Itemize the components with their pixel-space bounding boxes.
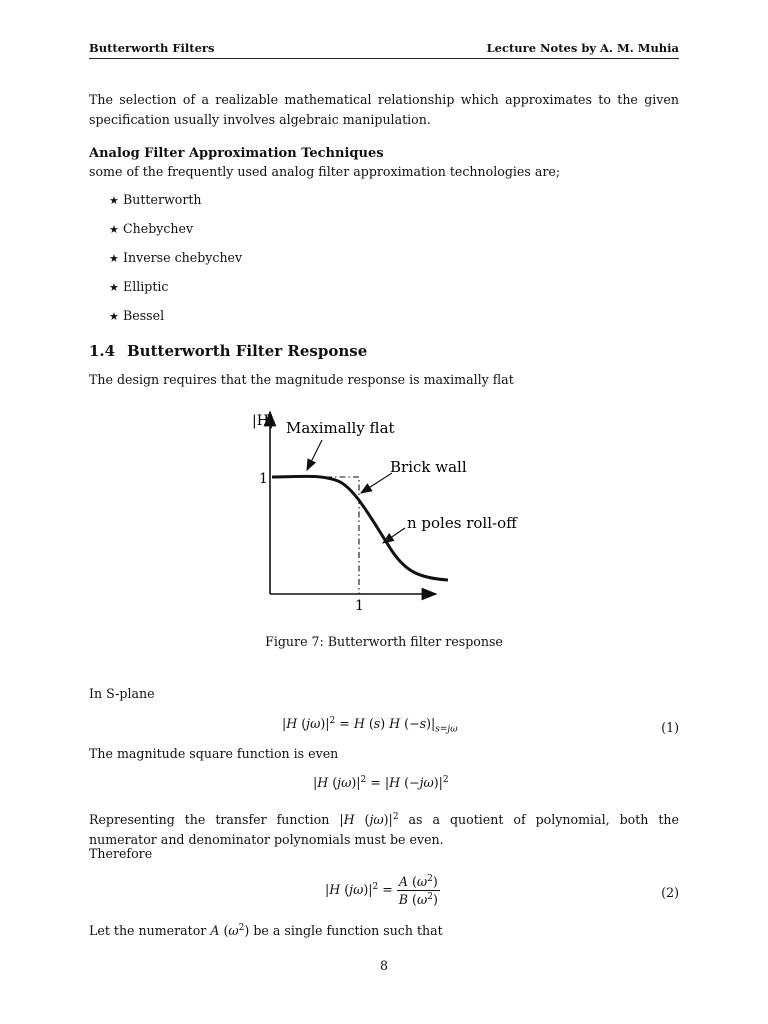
approx-lead: some of the frequently used analog filter approximation technologies are; — [89, 164, 561, 179]
star-bullet-icon: ★ — [109, 194, 119, 207]
label-rolloff: n poles roll-off — [407, 514, 517, 532]
equation-1: |H $(j\omega)|^2 = H$ (s) H $(-s)|_{s=j\omega}$ — [282, 716, 458, 735]
running-header-title: Butterworth Filters — [89, 41, 215, 55]
equation-even: |H $(j\omega)|^2 = |H$ $(-j\omega)|^2$ — [313, 775, 449, 791]
x-tick-label: 1 — [355, 598, 364, 614]
star-bullet-icon: ★ — [109, 310, 119, 323]
approx-heading: Analog Filter Approximation Techniques — [89, 146, 384, 161]
y-axis-label: |H| — [252, 413, 274, 429]
label-maximally-flat: Maximally flat — [286, 419, 395, 437]
star-bullet-icon: ★ — [109, 281, 119, 294]
running-header-author: Lecture Notes by A. M. Muhia — [486, 41, 679, 55]
equation-1-number: (1) — [661, 720, 679, 735]
list-item-label: Butterworth — [123, 192, 202, 207]
page-number: 8 — [379, 958, 388, 973]
equation-2: |H $(j\omega)|^2$ = $\frac{A (\omega^2)}{B (\omega^2)}$ — [325, 874, 438, 908]
representation-paragraph: Representing the transfer function |H $(j\omega)|^2$ as a quotient of polynomial, both the numerator and denominator polynomials must be even. — [89, 812, 679, 848]
therefore-text: Therefore — [89, 846, 153, 861]
equation-2-number: (2) — [661, 885, 679, 900]
section-number: 1.4 — [89, 342, 116, 360]
section-title: Butterworth Filter Response — [127, 342, 368, 360]
figure-caption: Figure 7: Butterworth filter response — [265, 634, 503, 649]
flat-pointer-arrow — [307, 440, 322, 470]
brick-wall-pointer-arrow — [361, 473, 392, 493]
list-item-label: Bessel — [123, 308, 165, 323]
inline-numerator: A $(\omega^2)$ — [210, 923, 250, 939]
y-tick-label: 1 — [259, 471, 268, 487]
star-bullet-icon: ★ — [109, 223, 119, 236]
fraction: $\frac{A (\omega^2)}{B (\omega^2)}$ — [398, 874, 438, 908]
label-brick-wall: Brick wall — [390, 458, 467, 476]
splane-text: In S-plane — [89, 686, 155, 701]
numerator-paragraph: Let the numerator A $(\omega^2)$ be a single function such that — [89, 923, 443, 939]
list-item-label: Elliptic — [123, 279, 169, 294]
section-intro: The design requires that the magnitude response is maximally flat — [89, 372, 514, 387]
rolloff-pointer-arrow — [383, 528, 405, 543]
list-item-label: Chebychev — [123, 221, 194, 236]
list-item-label: Inverse chebychev — [123, 250, 243, 265]
inline-magnitude-squared: |H $(j\omega)|^2$ — [339, 812, 399, 828]
star-bullet-icon: ★ — [109, 252, 119, 265]
brick-wall-line — [272, 477, 359, 594]
intro-paragraph: The selection of a realizable mathematical relationship which approximates to the given specification usually involves algebraic manipulation. — [89, 92, 679, 127]
even-text: The magnitude square function is even — [89, 746, 339, 761]
